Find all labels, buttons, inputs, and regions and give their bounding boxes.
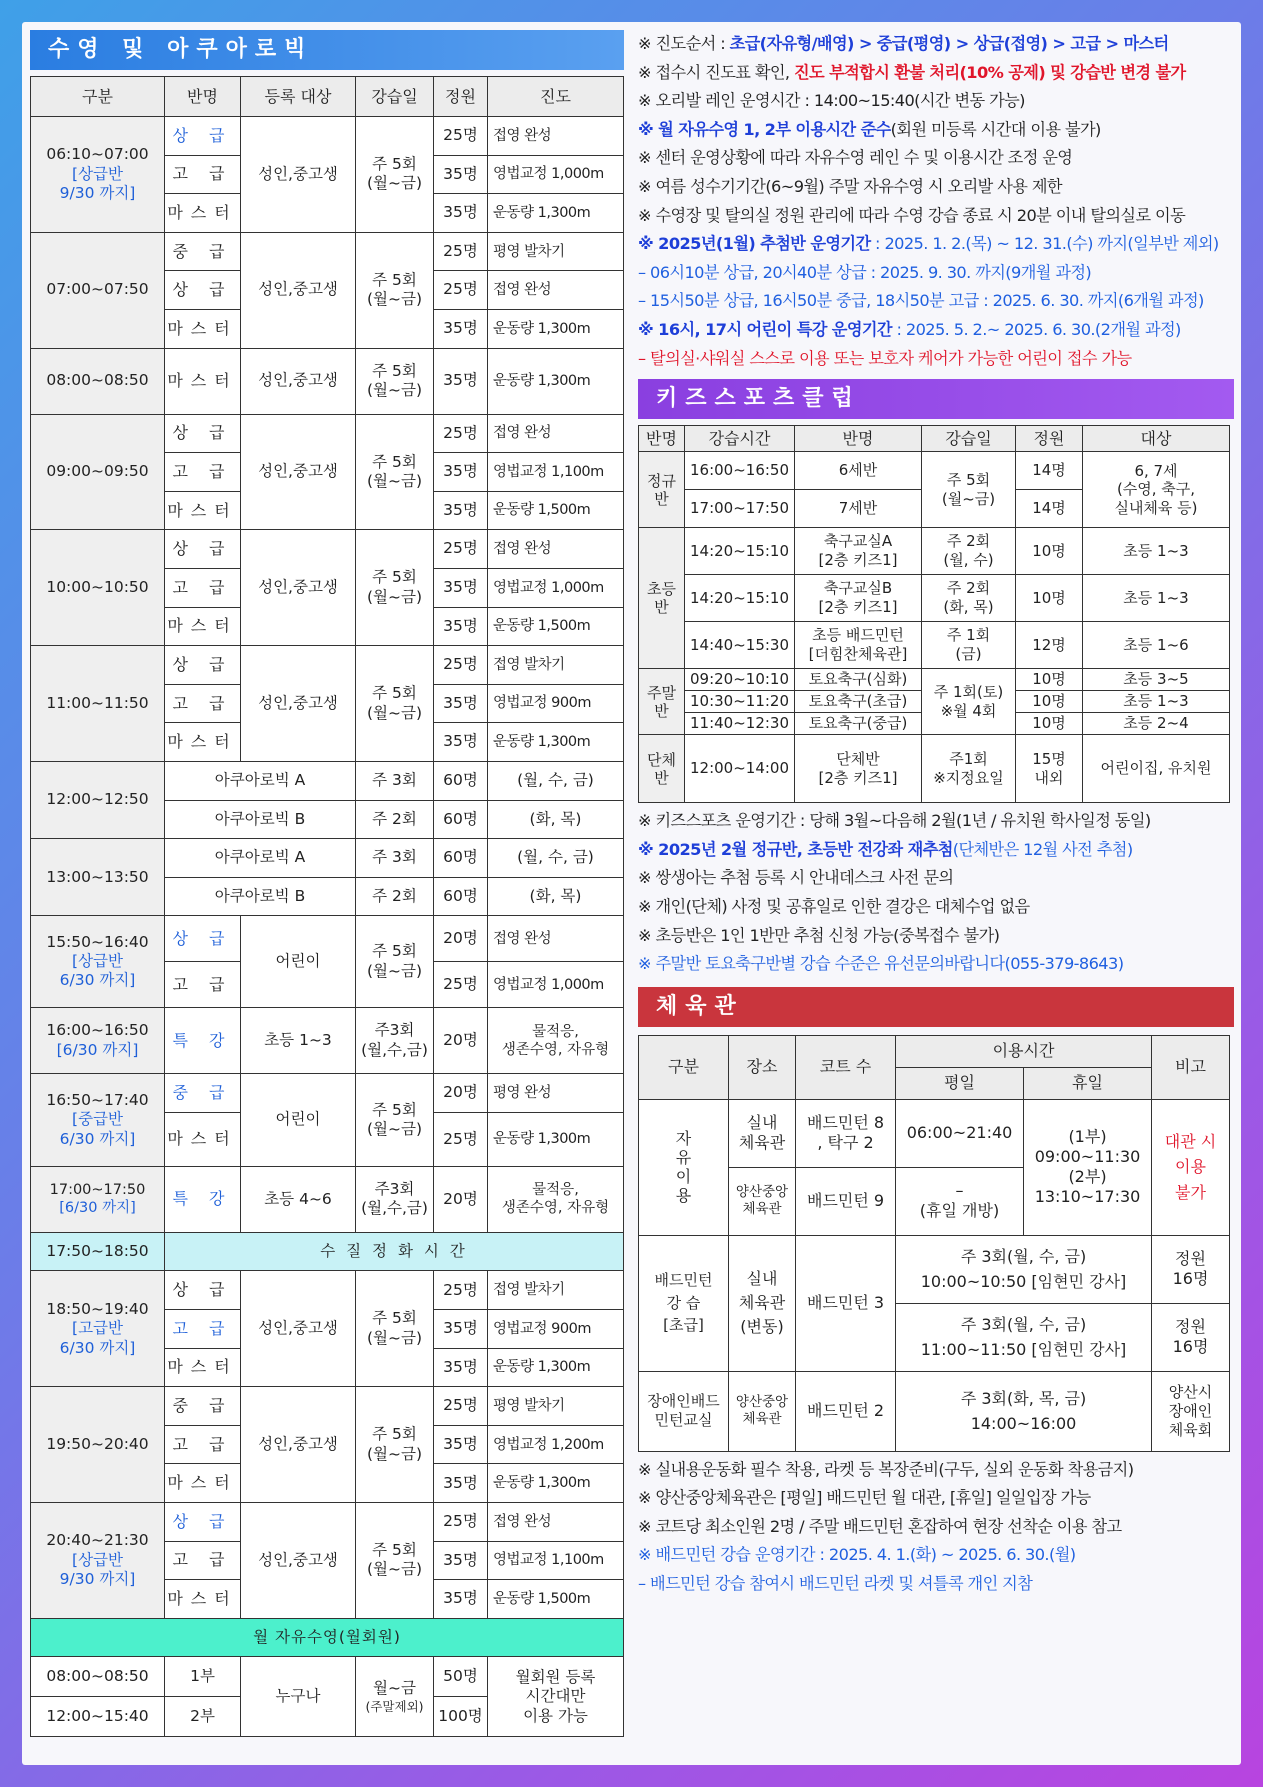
note-text: ※ 쌍생아는 추첨 등록 시 안내데스크 사전 문의 [638, 868, 954, 888]
table-row: 16:50~17:40 [중급반 6/30 까지] 중 급 어린이 주 5회 (월~금) 20명 평영 완성 [31, 1074, 624, 1113]
table-row: 주 3회(월, 수, 금) 11:00~11:50 [임현민 강사] 정원 16명 [639, 1303, 1230, 1371]
gym-table: 구분 장소 코트 수 이용시간 비고 평일 휴일 자유이용 실내 체육관 배드민턴 8 , 탁구 2 06:00~21:40 (1부) 09:00~11:30 (2부) 13:10~17:30 대관 시 이용 불가 양산중앙 체육관 배드민턴 9 – (휴일 개방) 배드민턴 강 습 [초급] 실내 체육관 (변동) 배드민턴 3 주 3회(월, 수, 금) 10:00~10:50 [임현민 강사] 정원 16명 주 3회(월, 수, 금) 11:00~11:50 [임현민 강사] 정원 16명 장애인배드 민턴교실 양산중앙 체육관 배드민턴 2 주 3회(화, 목, 금) 14:00~16:00 양산시 장애인 체육회 [638, 1035, 1230, 1452]
table-row: 11:40~12:30 토요축구(중급) 10명 초등 2~4 [639, 713, 1230, 735]
note-text: ※ 주말반 토요축구반별 강습 수준은 유선문의바랍니다(055-379-8643) [638, 954, 1124, 974]
swim-title: 수영 및 아쿠아로빅 [30, 30, 624, 70]
table-row: 마스터 35명 운동량 1,300m [31, 1348, 624, 1387]
table-row: 장애인배드 민턴교실 양산중앙 체육관 배드민턴 2 주 3회(화, 목, 금) 14:00~16:00 양산시 장애인 체육회 [639, 1371, 1230, 1451]
note-text: ※ 양산중앙체육관은 [평일] 배드민턴 월 대관, [휴일] 일일입장 가능 [638, 1488, 1091, 1508]
note-text: ※ 수영장 및 탈의실 정원 관리에 따라 수영 강습 종료 시 20분 이내 탈의실로 이동 [638, 205, 1186, 225]
note-text: ※ 접수시 진도표 확인, [638, 62, 794, 82]
note-line [638, 893, 1238, 922]
table-row: 16:00~16:50 [6/30 까지] 특 강 초등 1~3 주3회 (월,수,금) 20명 물적응, 생존수영, 자유형 [31, 1008, 624, 1074]
table-row: 12:00~12:50 아쿠아로빅 A 주 3회 60명 (월, 수, 금) [31, 761, 624, 800]
table-row: 마스터 35명 운동량 1,300m [31, 194, 624, 233]
table-row: 마스터 35명 운동량 1,300m [31, 1464, 624, 1503]
swim-table [30, 76, 624, 1737]
hdr-days: 강습일 [356, 77, 434, 117]
table-row: 고 급 25명 영법교정 1,000m [31, 962, 624, 1008]
table-row: 08:00~08:50 1부 누구나 월~금 (주말제외) 50명 월회원 등록 시간대만 이용 가능 [31, 1657, 624, 1697]
note-line [638, 116, 1238, 145]
note-text: : 2025. 5. 2.~ 2025. 6. 30.(2개월 과정) [891, 319, 1181, 339]
table-row: 17:00~17:50 7세반 14명 [639, 490, 1230, 528]
note-line [638, 173, 1238, 202]
note-text: ※ 오리발 레인 운영시간 : 14:00~15:40(시간 변동 가능) [638, 91, 1025, 111]
table-row: 상 급 25명 접영 완성 [31, 271, 624, 310]
note-line [638, 59, 1238, 88]
table-row: 고 급 35명 영법교정 1,100m [31, 453, 624, 492]
table-row: 고 급 35명 영법교정 1,100m [31, 1541, 624, 1580]
table-row: 13:00~13:50 아쿠아로빅 A 주 3회 60명 (월, 수, 금) [31, 839, 624, 878]
table-row: 마스터 35명 운동량 1,500m [31, 491, 624, 530]
level: 상 급 [165, 117, 241, 156]
table-row: 마스터 35명 운동량 1,500m [31, 607, 624, 646]
gym-notes [638, 1456, 1238, 1599]
table-row: 19:50~20:40 중 급 성인,중고생 주 5회 (월~금) 25명 평영 발차기 [31, 1387, 624, 1426]
note-text: : 2025. 1. 2.(목) ~ 12. 31.(수) 까지(일부반 제외) [870, 234, 1219, 254]
note-text: ※ 실내용운동화 필수 착용, 라켓 등 복장준비(구두, 실외 운동화 착용금지) [638, 1459, 1134, 1479]
table-row: 양산중앙 체육관 배드민턴 9 – (휴일 개방) [639, 1167, 1230, 1235]
time-cell: 06:10~07:00 [상급반 9/30 까지] [31, 117, 165, 233]
note-text: – 탈의실·샤워실 스스로 이용 또는 보호자 케어가 가능한 어린이 접수 가능 [638, 348, 1132, 368]
note-line [638, 1513, 1238, 1542]
free-swim-header: 월 자유수영(월회원) [31, 1618, 624, 1657]
note-text: – 배드민턴 강습 참여시 배드민턴 라켓 및 셔틀콕 개인 지참 [638, 1574, 1033, 1594]
table-row: 자유이용 실내 체육관 배드민턴 8 , 탁구 2 06:00~21:40 (1부) 09:00~11:30 (2부) 13:10~17:30 대관 시 이용 불가 [639, 1099, 1230, 1167]
note-line [638, 87, 1238, 116]
table-row: 10:00~10:50 상 급 성인,중고생 주 5회 (월~금) 25명 접영 완성 [31, 530, 624, 569]
note-text: ※ 2025년 2월 정규반, 초등반 전강좌 재추첨 [638, 839, 953, 859]
note-line [638, 345, 1238, 374]
note-text: 진도 부적합시 환불 처리(10% 공제) 및 강습반 변경 불가 [794, 62, 1186, 82]
note-text: ※ 키즈스포츠 운영기간 : 당해 3월~다음해 2월(1년 / 유치원 학사일정 동일) [638, 811, 1151, 831]
gym-title: 체육관 [638, 987, 1234, 1027]
note-line [638, 259, 1238, 288]
table-row: 마스터 35명 운동량 1,300m [31, 723, 624, 762]
time-cell: 07:00~07:50 [31, 232, 165, 348]
note-line [638, 922, 1238, 951]
swim-header [31, 77, 624, 117]
table-row: 20:40~21:30 [상급반 9/30 까지] 상 급 성인,중고생 주 5회 (월~금) 25명 접영 완성 [31, 1503, 624, 1542]
note-line [638, 316, 1238, 345]
note-text: 초급(자유형/배영) > 중급(평영) > 상급(접영) > 고급 > 마스터 [729, 34, 1169, 53]
table-row: 마스터 35명 운동량 1,500m [31, 1580, 624, 1619]
table-row: 09:00~09:50 상 급 성인,중고생 주 5회 (월~금) 25명 접영 완성 [31, 414, 624, 453]
hdr-prog: 진도 [488, 77, 624, 117]
table-row: 고 급 35명 영법교정 900m [31, 684, 624, 723]
note-text: ※ 코트당 최소인원 2명 / 주말 배드민턴 혼잡하여 현장 선착순 이용 참고 [638, 1516, 1122, 1536]
table-row: 아쿠아로빅 B 주 2회 60명 (화, 목) [31, 877, 624, 916]
note-line [638, 1484, 1238, 1513]
table-row: 10:30~11:20 토요축구(초급) 10명 초등 1~3 [639, 691, 1230, 713]
table-row: 정규반 16:00~16:50 6세반 주 5회 (월~금) 14명 6, 7세 (수영, 축구, 실내체육 등) [639, 452, 1230, 490]
table-row: 아쿠아로빅 B 주 2회 60명 (화, 목) [31, 800, 624, 839]
table-row: 고 급 35명 영법교정 900m [31, 1310, 624, 1349]
note-text: ※ 2025년(1월) 추첨반 운영기간 [638, 234, 871, 254]
table-row: 주말반 09:20~10:10 토요축구(심화) 주 1회(토) ※월 4회 10명 초등 3~5 [639, 669, 1230, 691]
note-line [638, 1456, 1238, 1485]
note-text: – 15시50분 상급, 16시50분 중급, 18시50분 고급 : 2025. 6. 30. 까지(6개월 과정) [638, 291, 1204, 311]
prog: 접영 완성 [488, 117, 624, 156]
table-row: 고 급 35명 영법교정 1,000m [31, 155, 624, 194]
note-line [638, 202, 1238, 231]
note-text: ※ 센터 운영상황에 따라 자유수영 레인 수 및 이용시간 조정 운영 [638, 148, 1073, 168]
target: 성인,중고생 [241, 117, 356, 233]
note-line [638, 950, 1238, 979]
table-row: 고 급 35명 영법교정 1,200m [31, 1425, 624, 1464]
table-row: 07:00~07:50 중 급 성인,중고생 주 5회 (월~금) 25명 평영 발차기 [31, 232, 624, 271]
table-row: 단체반 12:00~14:00 단체반 [2층 키즈1] 주1회 ※지정요일 15명 내외 어린이집, 유치원 [639, 735, 1230, 803]
note-line [638, 1570, 1238, 1599]
table-row: 08:00~08:50 마스터 성인,중고생 주 5회 (월~금) 35명 운동량 1,300m [31, 348, 624, 414]
table-row: 15:50~16:40 [상급반 6/30 까지] 상 급 어린이 주 5회 (월~금) 20명 접영 완성 [31, 916, 624, 962]
swim-notes [638, 30, 1238, 373]
water-purify-row: 17:50~18:50 수 질 정 화 시 간 [31, 1232, 624, 1271]
note-line [638, 144, 1238, 173]
table-row: 17:00~17:50 [6/30 까지] 특 강 초등 4~6 주3회 (월,수,금) 20명 물적응, 생존수영, 자유형 [31, 1166, 624, 1232]
right-column [638, 30, 1238, 1599]
table-row: 고 급 35명 영법교정 1,000m [31, 568, 624, 607]
hdr-target: 등록 대상 [241, 77, 356, 117]
note-text: (단체반은 12월 사전 추첨) [952, 839, 1133, 859]
days: 주 5회 (월~금) [356, 117, 434, 233]
hdr-cap: 정원 [434, 77, 488, 117]
table-row: 11:00~11:50 상 급 성인,중고생 주 5회 (월~금) 25명 접영 발차기 [31, 646, 624, 685]
kids-title: 키즈스포츠클럽 [638, 379, 1234, 419]
note-text: – 06시10분 상급, 20시40분 상급 : 2025. 9. 30. 까지(9개월 과정) [638, 262, 1092, 282]
kids-notes [638, 807, 1238, 979]
swim-section [30, 30, 624, 1737]
note-line [638, 287, 1238, 316]
table-row: 배드민턴 강 습 [초급] 실내 체육관 (변동) 배드민턴 3 주 3회(월, 수, 금) 10:00~10:50 [임현민 강사] 정원 16명 [639, 1235, 1230, 1303]
table-row: 14:40~15:30 초등 배드민턴 [더힘찬체육관] 주 1회 (금) 12명 초등 1~6 [639, 622, 1230, 669]
hdr-class: 반명 [165, 77, 241, 117]
note-line [638, 30, 1238, 59]
note-text: ※ 여름 성수기기간(6~9월) 주말 자유수영 시 오리발 사용 제한 [638, 176, 1062, 196]
note-line [638, 864, 1238, 893]
table-row: 초등반 14:20~15:10 축구교실A [2층 키즈1] 주 2회 (월, 수) 10명 초등 1~3 [639, 528, 1230, 575]
note-text: ※ 진도순서 : [638, 34, 730, 53]
note-text: ※ 초등반은 1인 1반만 추첨 신청 가능(중복접수 불가) [638, 925, 1000, 945]
table-row: 14:20~15:10 축구교실B [2층 키즈1] 주 2회 (화, 목) 10명 초등 1~3 [639, 575, 1230, 622]
note-text: (회원 미등록 시간대 이용 불가) [890, 119, 1101, 139]
note-text: ※ 배드민턴 강습 운영기간 : 2025. 4. 1.(화) ~ 2025. 6. 30.(월) [638, 1545, 1076, 1565]
note-text: ※ 16시, 17시 어린이 특강 운영기간 [638, 319, 892, 339]
table-row: 12:00~15:40 2부 100명 [31, 1697, 624, 1737]
note-text: ※ 월 자유수영 1, 2부 이용시간 준수 [638, 119, 891, 139]
table-row: 마스터 25명 운동량 1,300m [31, 1112, 624, 1166]
note-line [638, 1541, 1238, 1570]
note-text: ※ 개인(단체) 사정 및 공휴일로 인한 결강은 대체수업 없음 [638, 896, 1030, 916]
cap: 25명 [434, 117, 488, 156]
note-line [638, 230, 1238, 259]
kids-table: 반명 강습시간 반명 강습일 정원 대상 정규반 16:00~16:50 6세반 주 5회 (월~금) 14명 6, 7세 (수영, 축구, 실내체육 등) 17:00~17:50 7세반 14명 초등반 14:20~15:10 축구교실A [2층 키즈1] 주 2회 (월, 수) 10명 초등 1~3 14:20~15:10 축구교실B [2층 키즈1] 주 2회 (화, 목) 10명 초등 1~3 14:40~15:30 초등 배드민턴 [더힘찬체육관] 주 1회 (금) 12명 초등 1~6 주말반 09:20~10:10 토요축구(심화) 주 1회(토) ※월 4회 10명 초등 3~5 10:30~11:20 토요축구(초급) 10명 초등 1~3 11:40~12:30 토요축구(중급) 10명 초등 2~4 단체반 12:00~14:00 단체반 [2층 키즈1] 주1회 ※지정요일 15명 내외 어린이집, 유치원 [638, 425, 1230, 803]
hdr-div: 구분 [31, 77, 165, 117]
table-row: 18:50~19:40 [고급반 6/30 까지] 상 급 성인,중고생 주 5회 (월~금) 25명 접영 발차기 [31, 1271, 624, 1310]
table-row [31, 117, 624, 156]
table-row: 마스터 35명 운동량 1,300m [31, 309, 624, 348]
note-line [638, 807, 1238, 836]
note-line [638, 836, 1238, 865]
